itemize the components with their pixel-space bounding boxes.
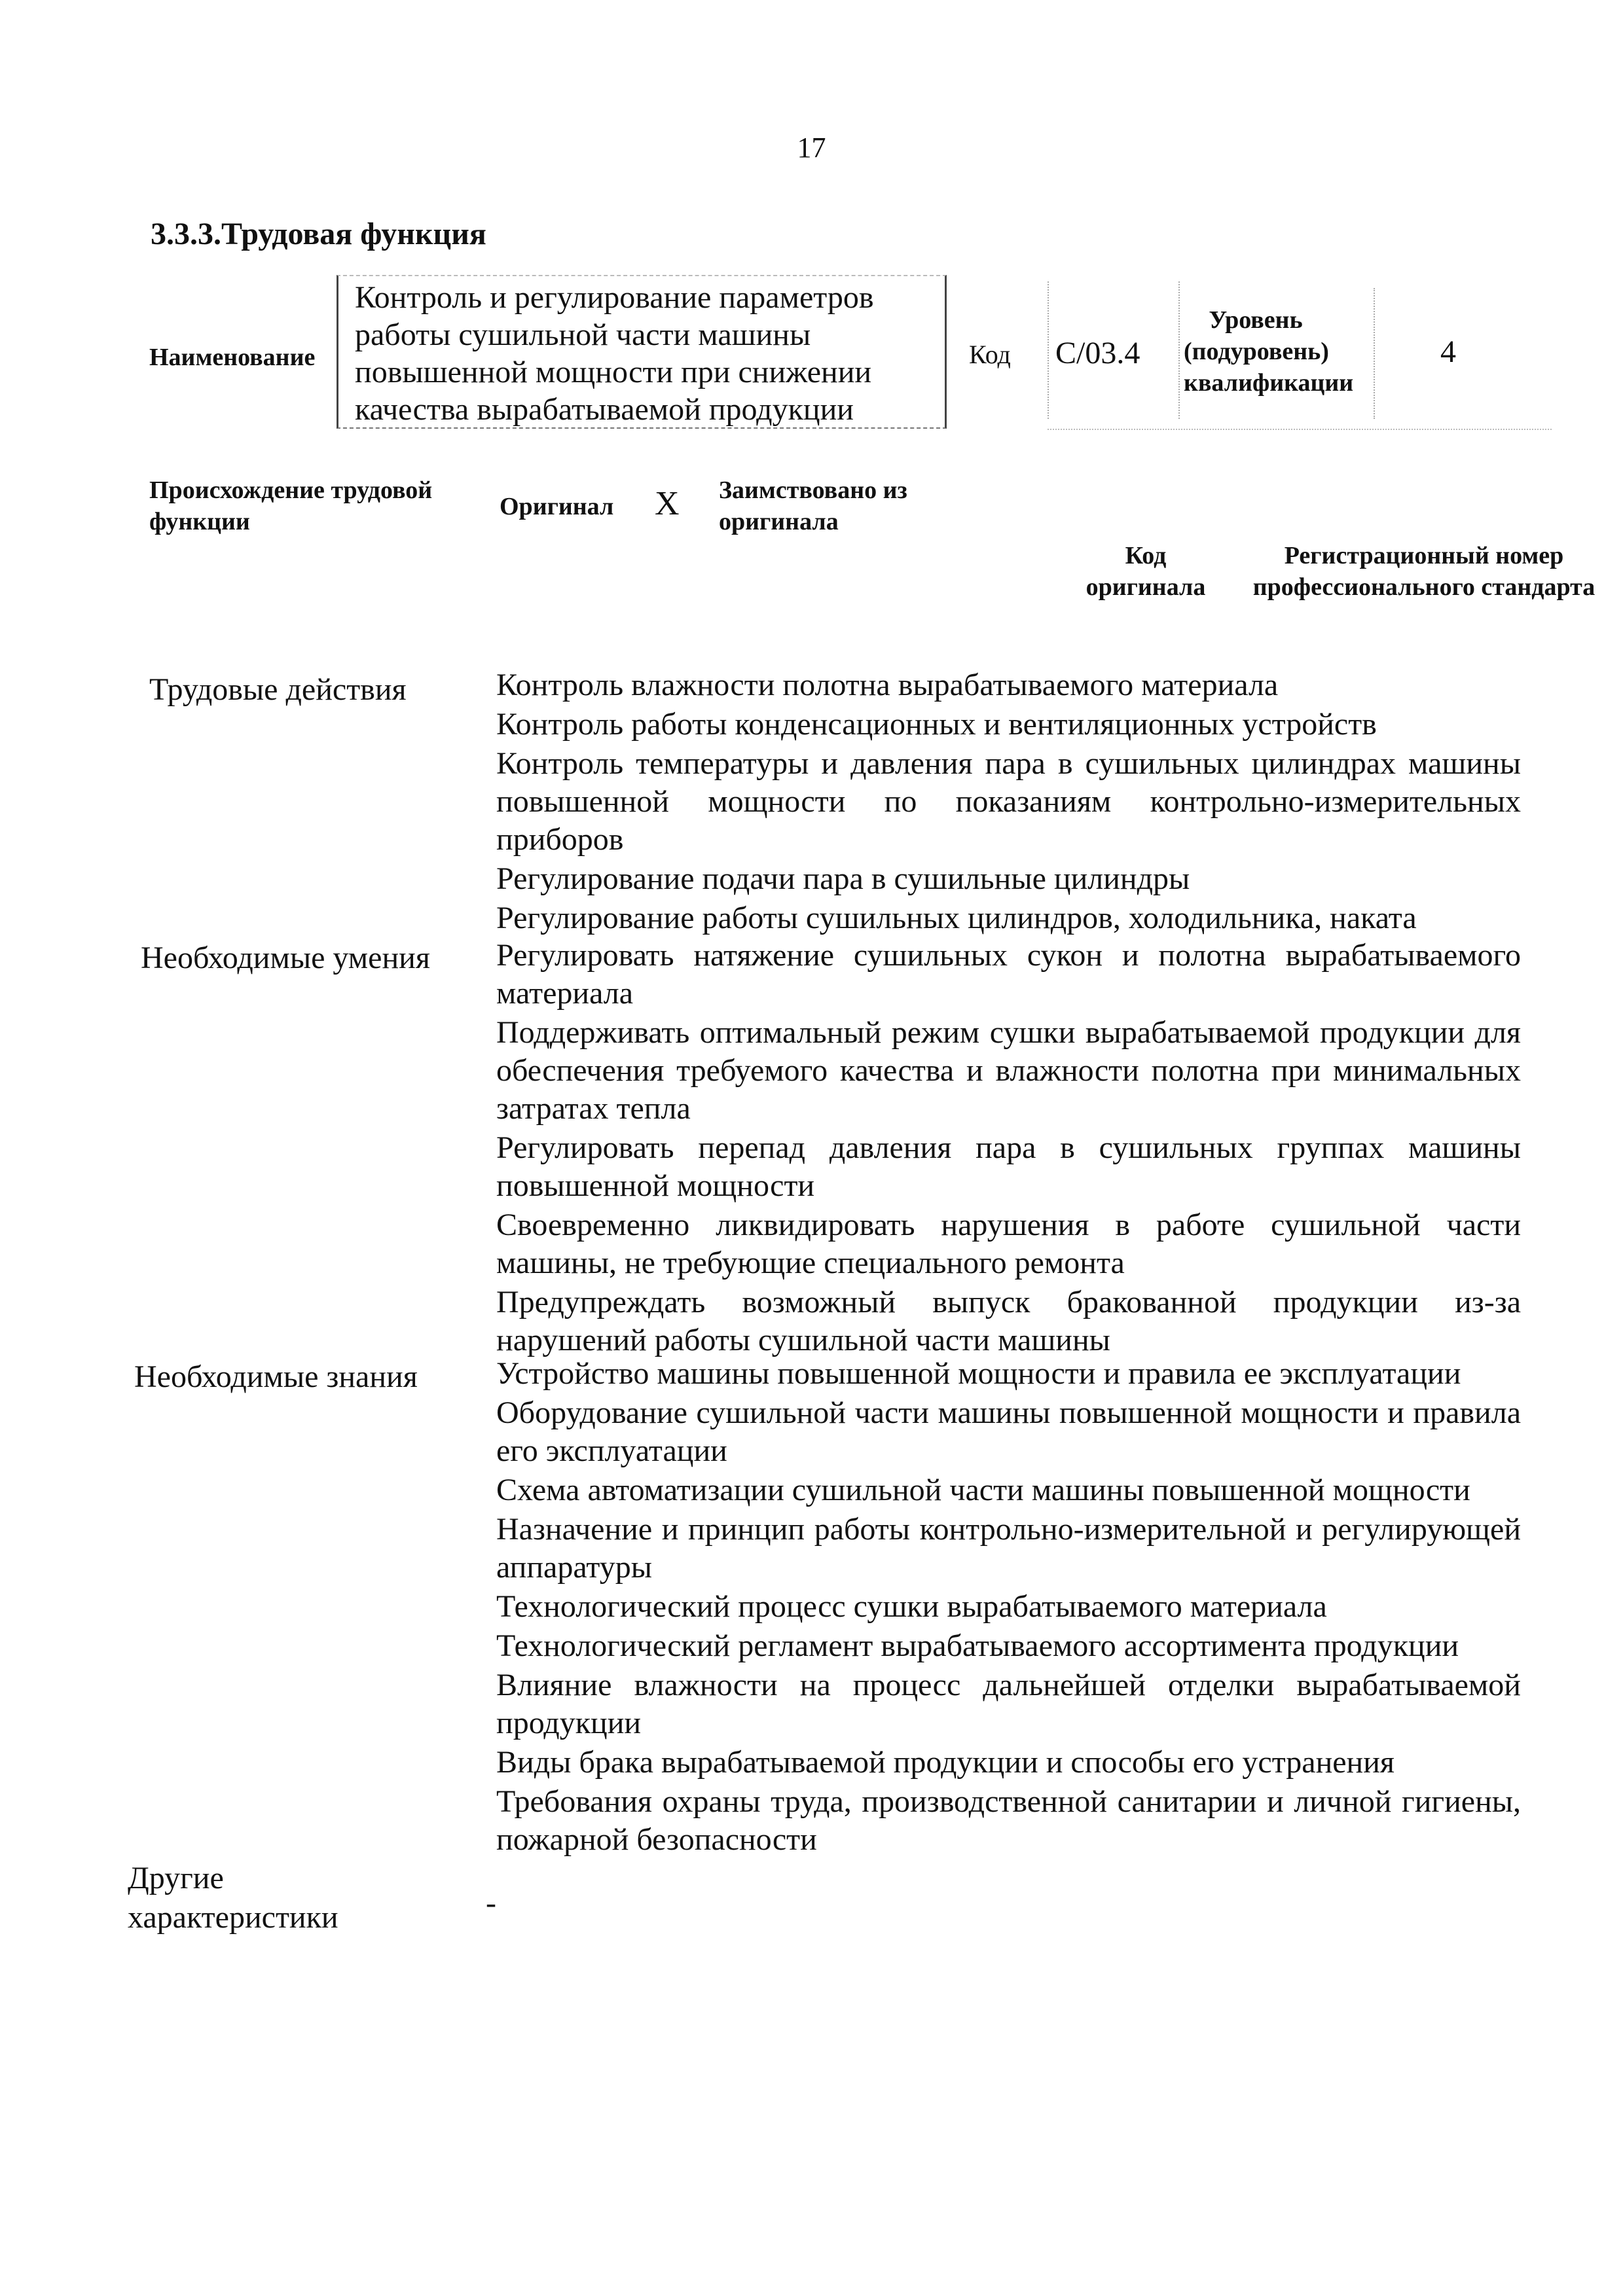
list-item: Технологический процесс сушки вырабатываемого материала (496, 1589, 1327, 1624)
required-skills-label: Необходимые умения (141, 941, 430, 975)
name-value: Контроль и регулирование параметров работы сушильной части машины повышенной мощности при снижении качества вырабатываемой продукции (355, 280, 874, 427)
divider (1048, 429, 1552, 430)
list-item: Назначение и принцип работы контрольно-измерительной и регулирующей аппаратуры (496, 1512, 1521, 1585)
other-characteristics-label: Другие характеристики (128, 1861, 338, 1935)
list-item: Регулировать перепад давления пара в сушильных группах машины повышенной мощности (496, 1130, 1521, 1203)
list-item: Оборудование сушильной части машины повышенной мощности и правила его эксплуатации (496, 1395, 1521, 1468)
reg-number-label: Регистрационный номер профессионального стандарта (1252, 542, 1596, 601)
labor-actions-label: Трудовые действия (149, 672, 407, 707)
required-knowledge-list (496, 1355, 1521, 1860)
list-item: Регулирование работы сушильных цилиндров, холодильника, наката (496, 901, 1417, 935)
list-item: Устройство машины повышенной мощности и правила ее эксплуатации (496, 1356, 1461, 1391)
list-item: Контроль работы конденсационных и вентиляционных устройств (496, 707, 1377, 742)
required-skills-list (496, 937, 1521, 1361)
list-item: Влияние влажности на процесс дальнейшей отделки вырабатываемой продукции (496, 1668, 1521, 1740)
list-item: Схема автоматизации сушильной части машины повышенной мощности (496, 1473, 1470, 1507)
list-item: Виды брака вырабатываемой продукции и способы его устранения (496, 1745, 1395, 1780)
required-knowledge-label: Необходимые знания (134, 1359, 418, 1394)
list-item: Требования охраны труда, производственной санитарии и личной гигиены, пожарной безопасности (496, 1784, 1521, 1857)
borrowed-label: Заимствовано из оригинала (719, 476, 907, 535)
code-label: Код (969, 340, 1011, 369)
code-value: C/03.4 (1055, 336, 1140, 370)
list-item: Регулировать натяжение сушильных сукон и полотна вырабатываемого материала (496, 938, 1521, 1011)
name-label: Наименование (149, 344, 316, 371)
other-characteristics-value: - (486, 1886, 496, 1920)
level-value: 4 (1440, 334, 1456, 369)
original-label: Оригинал (500, 493, 614, 520)
labor-actions-list (496, 666, 1521, 939)
list-item: Поддерживать оптимальный режим сушки вырабатываемой продукции для обеспечения требуемого качества и влажности полотна при минимальных затратах тепла (496, 1015, 1521, 1126)
code-original-label: Код оригинала (1085, 542, 1206, 601)
list-item: Технологический регламент вырабатываемого ассортимента продукции (496, 1628, 1459, 1663)
original-x-mark: X (655, 485, 680, 522)
list-item: Своевременно ликвидировать нарушения в работе сушильной части машины, не требующие специального ремонта (496, 1208, 1521, 1280)
page-number: 17 (797, 132, 826, 164)
divider (1178, 281, 1180, 419)
list-item: Регулирование подачи пара в сушильные цилиндры (496, 861, 1190, 896)
list-item: Контроль влажности полотна вырабатываемого материала (496, 668, 1279, 702)
section-title: 3.3.3.Трудовая функция (151, 217, 486, 251)
level-label: Уровень (подуровень) квалификации (1184, 306, 1354, 397)
divider (1374, 288, 1375, 419)
origin-label: Происхождение трудовой функции (149, 476, 433, 535)
list-item: Контроль температуры и давления пара в сушильных цилиндрах машины повышенной мощности по показаниям контрольно-измерительных приборов (496, 746, 1521, 857)
divider (1048, 281, 1049, 419)
list-item: Предупреждать возможный выпуск бракованной продукции из-за нарушений работы сушильной части машины (496, 1285, 1521, 1357)
